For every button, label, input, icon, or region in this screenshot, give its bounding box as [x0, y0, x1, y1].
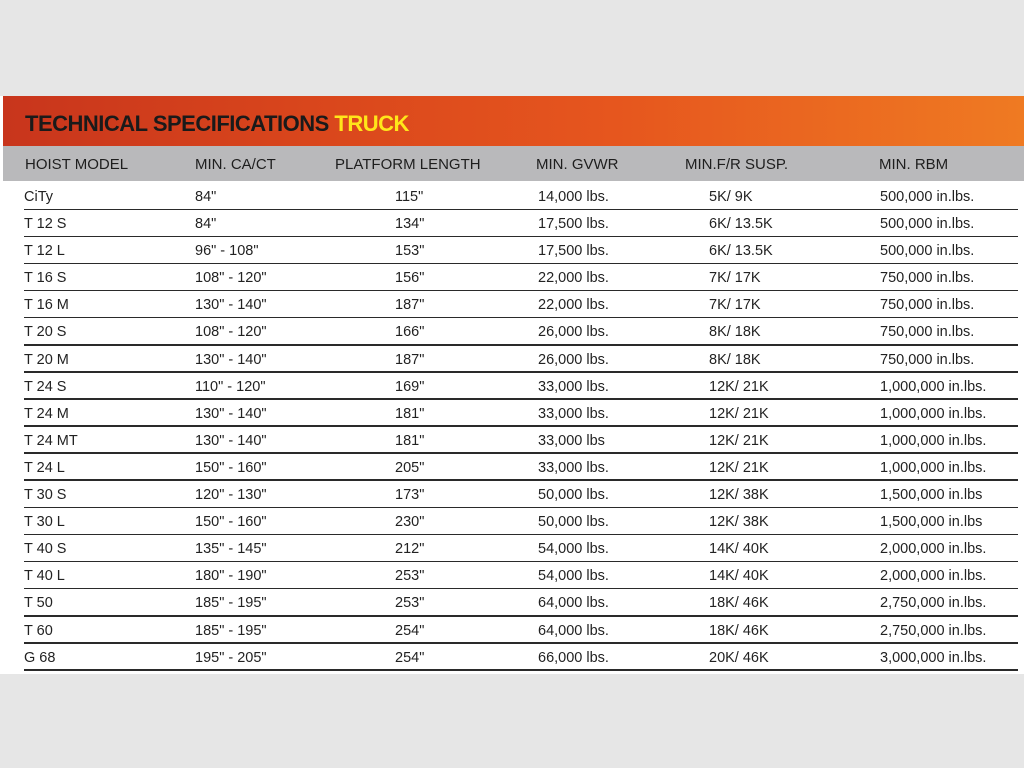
- header-min-ca-ct: MIN. CA/CT: [195, 156, 276, 173]
- cell-platform-length: 153": [395, 243, 425, 260]
- cell-min-fr-susp: 14K/ 40K: [709, 568, 769, 585]
- cell-min-ca-ct: 195" - 205": [195, 649, 267, 666]
- table-row: [0, 291, 1024, 318]
- cell-min-rbm: 750,000 in.lbs.: [880, 270, 975, 287]
- header-platform-length: PLATFORM LENGTH: [335, 156, 481, 173]
- cell-min-ca-ct: 84": [195, 216, 217, 233]
- cell-min-ca-ct: 84": [195, 189, 217, 205]
- cell-platform-length: 254": [395, 622, 425, 639]
- cell-min-gvwr: 66,000 lbs.: [538, 649, 609, 666]
- cell-min-fr-susp: 14K/ 40K: [709, 541, 769, 558]
- cell-min-ca-ct: 135" - 145": [195, 541, 267, 558]
- cell-min-fr-susp: 18K/ 46K: [709, 595, 769, 612]
- table-row: [0, 318, 1024, 345]
- table-header: [3, 146, 1024, 181]
- cell-min-gvwr: 64,000 lbs.: [538, 595, 609, 612]
- table-row: [0, 373, 1024, 400]
- cell-min-ca-ct: 110" - 120": [195, 378, 266, 395]
- cell-min-ca-ct: 185" - 195": [195, 595, 267, 612]
- cell-min-rbm: 2,000,000 in.lbs.: [880, 541, 987, 558]
- cell-min-gvwr: 33,000 lbs: [538, 432, 605, 449]
- cell-hoist-model: T 40 L: [24, 568, 65, 585]
- cell-min-ca-ct: 150" - 160": [195, 459, 267, 476]
- cell-min-gvwr: 14,000 lbs.: [538, 189, 609, 205]
- header-min-fr-susp: MIN.F/R SUSP.: [685, 156, 789, 173]
- cell-min-fr-susp: 20K/ 46K: [709, 649, 769, 666]
- cell-min-gvwr: 26,000 lbs.: [538, 324, 609, 341]
- cell-platform-length: 181": [395, 405, 425, 422]
- cell-hoist-model: G 68: [24, 649, 56, 666]
- cell-min-gvwr: 33,000 lbs.: [538, 459, 609, 476]
- spec-sheet: [0, 96, 1024, 674]
- cell-platform-length: 134": [395, 216, 425, 233]
- page-title: [25, 111, 409, 137]
- table-row: [0, 400, 1024, 427]
- cell-min-rbm: 750,000 in.lbs.: [880, 351, 975, 368]
- title-bar: [3, 96, 1024, 146]
- cell-min-rbm: 1,000,000 in.lbs.: [880, 378, 987, 395]
- cell-hoist-model: T 12 L: [24, 243, 65, 260]
- cell-platform-length: 187": [395, 297, 425, 314]
- table-row: [0, 644, 1024, 671]
- cell-min-gvwr: 54,000 lbs.: [538, 541, 609, 558]
- table-row: [0, 535, 1024, 562]
- cell-min-ca-ct: 130" - 140": [195, 405, 267, 422]
- header-hoist-model: HOIST MODEL: [25, 156, 129, 173]
- cell-min-ca-ct: 130" - 140": [195, 297, 267, 314]
- cell-hoist-model: T 24 MT: [24, 432, 78, 449]
- cell-hoist-model: T 20 M: [24, 351, 69, 368]
- title-accent: TRUCK: [334, 111, 409, 136]
- cell-min-gvwr: 50,000 lbs.: [538, 514, 609, 531]
- cell-min-ca-ct: 108" - 120": [195, 270, 267, 287]
- table-row: [0, 562, 1024, 589]
- cell-min-rbm: 2,750,000 in.lbs.: [880, 595, 987, 612]
- cell-min-ca-ct: 150" - 160": [195, 514, 267, 531]
- cell-hoist-model: T 30 L: [24, 514, 65, 531]
- cell-min-gvwr: 50,000 lbs.: [538, 487, 609, 504]
- cell-min-gvwr: 17,500 lbs.: [538, 216, 609, 233]
- cell-min-gvwr: 54,000 lbs.: [538, 568, 609, 585]
- cell-min-fr-susp: 12K/ 21K: [709, 405, 769, 422]
- cell-min-rbm: 1,000,000 in.lbs.: [880, 405, 987, 422]
- cell-hoist-model: T 40 S: [24, 541, 67, 558]
- cell-min-fr-susp: 12K/ 38K: [709, 487, 769, 504]
- cell-min-rbm: 2,000,000 in.lbs.: [880, 568, 987, 585]
- cell-platform-length: 173": [395, 487, 425, 504]
- cell-hoist-model: T 12 S: [24, 216, 67, 233]
- cell-platform-length: 230": [395, 514, 425, 531]
- cell-min-fr-susp: 8K/ 18K: [709, 324, 761, 341]
- cell-min-gvwr: 64,000 lbs.: [538, 622, 609, 639]
- cell-min-fr-susp: 5K/ 9K: [709, 189, 753, 205]
- cell-platform-length: 166": [395, 324, 425, 341]
- cell-min-rbm: 750,000 in.lbs.: [880, 297, 975, 314]
- table-row: [0, 346, 1024, 373]
- cell-min-fr-susp: 8K/ 18K: [709, 351, 761, 368]
- cell-min-fr-susp: 12K/ 21K: [709, 432, 769, 449]
- cell-min-fr-susp: 7K/ 17K: [709, 297, 761, 314]
- cell-hoist-model: T 24 S: [24, 378, 67, 395]
- cell-min-fr-susp: 12K/ 21K: [709, 378, 769, 395]
- cell-platform-length: 115": [395, 189, 424, 205]
- cell-hoist-model: T 50: [24, 595, 53, 612]
- cell-min-fr-susp: 12K/ 38K: [709, 514, 769, 531]
- cell-min-fr-susp: 6K/ 13.5K: [709, 216, 773, 233]
- cell-min-ca-ct: 120" - 130": [195, 487, 267, 504]
- cell-platform-length: 254": [395, 649, 425, 666]
- cell-platform-length: 187": [395, 351, 425, 368]
- table-row: [0, 183, 1024, 210]
- cell-min-rbm: 1,000,000 in.lbs.: [880, 432, 987, 449]
- table-row: [0, 617, 1024, 644]
- cell-platform-length: 253": [395, 568, 425, 585]
- header-min-gvwr: MIN. GVWR: [536, 156, 619, 173]
- cell-min-gvwr: 26,000 lbs.: [538, 351, 609, 368]
- table-row: [0, 454, 1024, 481]
- table-row: [0, 589, 1024, 616]
- table-row: [0, 264, 1024, 291]
- cell-hoist-model: T 30 S: [24, 487, 67, 504]
- cell-platform-length: 169": [395, 378, 425, 395]
- cell-min-rbm: 2,750,000 in.lbs.: [880, 622, 987, 639]
- cell-min-rbm: 500,000 in.lbs.: [880, 189, 975, 205]
- cell-platform-length: 181": [395, 432, 425, 449]
- table-row: [0, 237, 1024, 264]
- cell-platform-length: 253": [395, 595, 425, 612]
- header-min-rbm: MIN. RBM: [879, 156, 949, 173]
- cell-min-ca-ct: 185" - 195": [195, 622, 267, 639]
- cell-min-fr-susp: 18K/ 46K: [709, 622, 769, 639]
- cell-min-ca-ct: 108" - 120": [195, 324, 267, 341]
- table-row: [0, 427, 1024, 454]
- table-row: [0, 481, 1024, 508]
- cell-min-ca-ct: 180" - 190": [195, 568, 267, 585]
- cell-min-rbm: 500,000 in.lbs.: [880, 243, 975, 260]
- cell-min-rbm: 1,000,000 in.lbs.: [880, 459, 987, 476]
- cell-platform-length: 212": [395, 541, 425, 558]
- title-main: TECHNICAL SPECIFICATIONS: [25, 111, 329, 136]
- cell-min-ca-ct: 96" - 108": [195, 243, 259, 260]
- table-body: [0, 183, 1024, 671]
- cell-min-ca-ct: 130" - 140": [195, 432, 267, 449]
- cell-min-fr-susp: 6K/ 13.5K: [709, 243, 773, 260]
- cell-min-rbm: 1,500,000 in.lbs: [880, 514, 983, 531]
- cell-platform-length: 156": [395, 270, 425, 287]
- cell-min-rbm: 500,000 in.lbs.: [880, 216, 975, 233]
- cell-min-gvwr: 22,000 lbs.: [538, 270, 609, 287]
- cell-min-fr-susp: 7K/ 17K: [709, 270, 761, 287]
- cell-hoist-model: T 60: [24, 622, 53, 639]
- cell-min-rbm: 1,500,000 in.lbs: [880, 487, 983, 504]
- cell-hoist-model: CiTy: [24, 189, 53, 205]
- cell-hoist-model: T 16 S: [24, 270, 67, 287]
- cell-min-gvwr: 22,000 lbs.: [538, 297, 609, 314]
- cell-min-rbm: 750,000 in.lbs.: [880, 324, 975, 341]
- cell-platform-length: 205": [395, 459, 425, 476]
- cell-min-ca-ct: 130" - 140": [195, 351, 267, 368]
- cell-hoist-model: T 16 M: [24, 297, 69, 314]
- cell-hoist-model: T 24 M: [24, 405, 69, 422]
- cell-min-gvwr: 17,500 lbs.: [538, 243, 609, 260]
- cell-min-fr-susp: 12K/ 21K: [709, 459, 769, 476]
- cell-hoist-model: T 24 L: [24, 459, 65, 476]
- table-row: [0, 508, 1024, 535]
- cell-hoist-model: T 20 S: [24, 324, 67, 341]
- cell-min-gvwr: 33,000 lbs.: [538, 405, 609, 422]
- table-row: [0, 210, 1024, 237]
- cell-min-rbm: 3,000,000 in.lbs.: [880, 649, 987, 666]
- cell-min-gvwr: 33,000 lbs.: [538, 378, 609, 395]
